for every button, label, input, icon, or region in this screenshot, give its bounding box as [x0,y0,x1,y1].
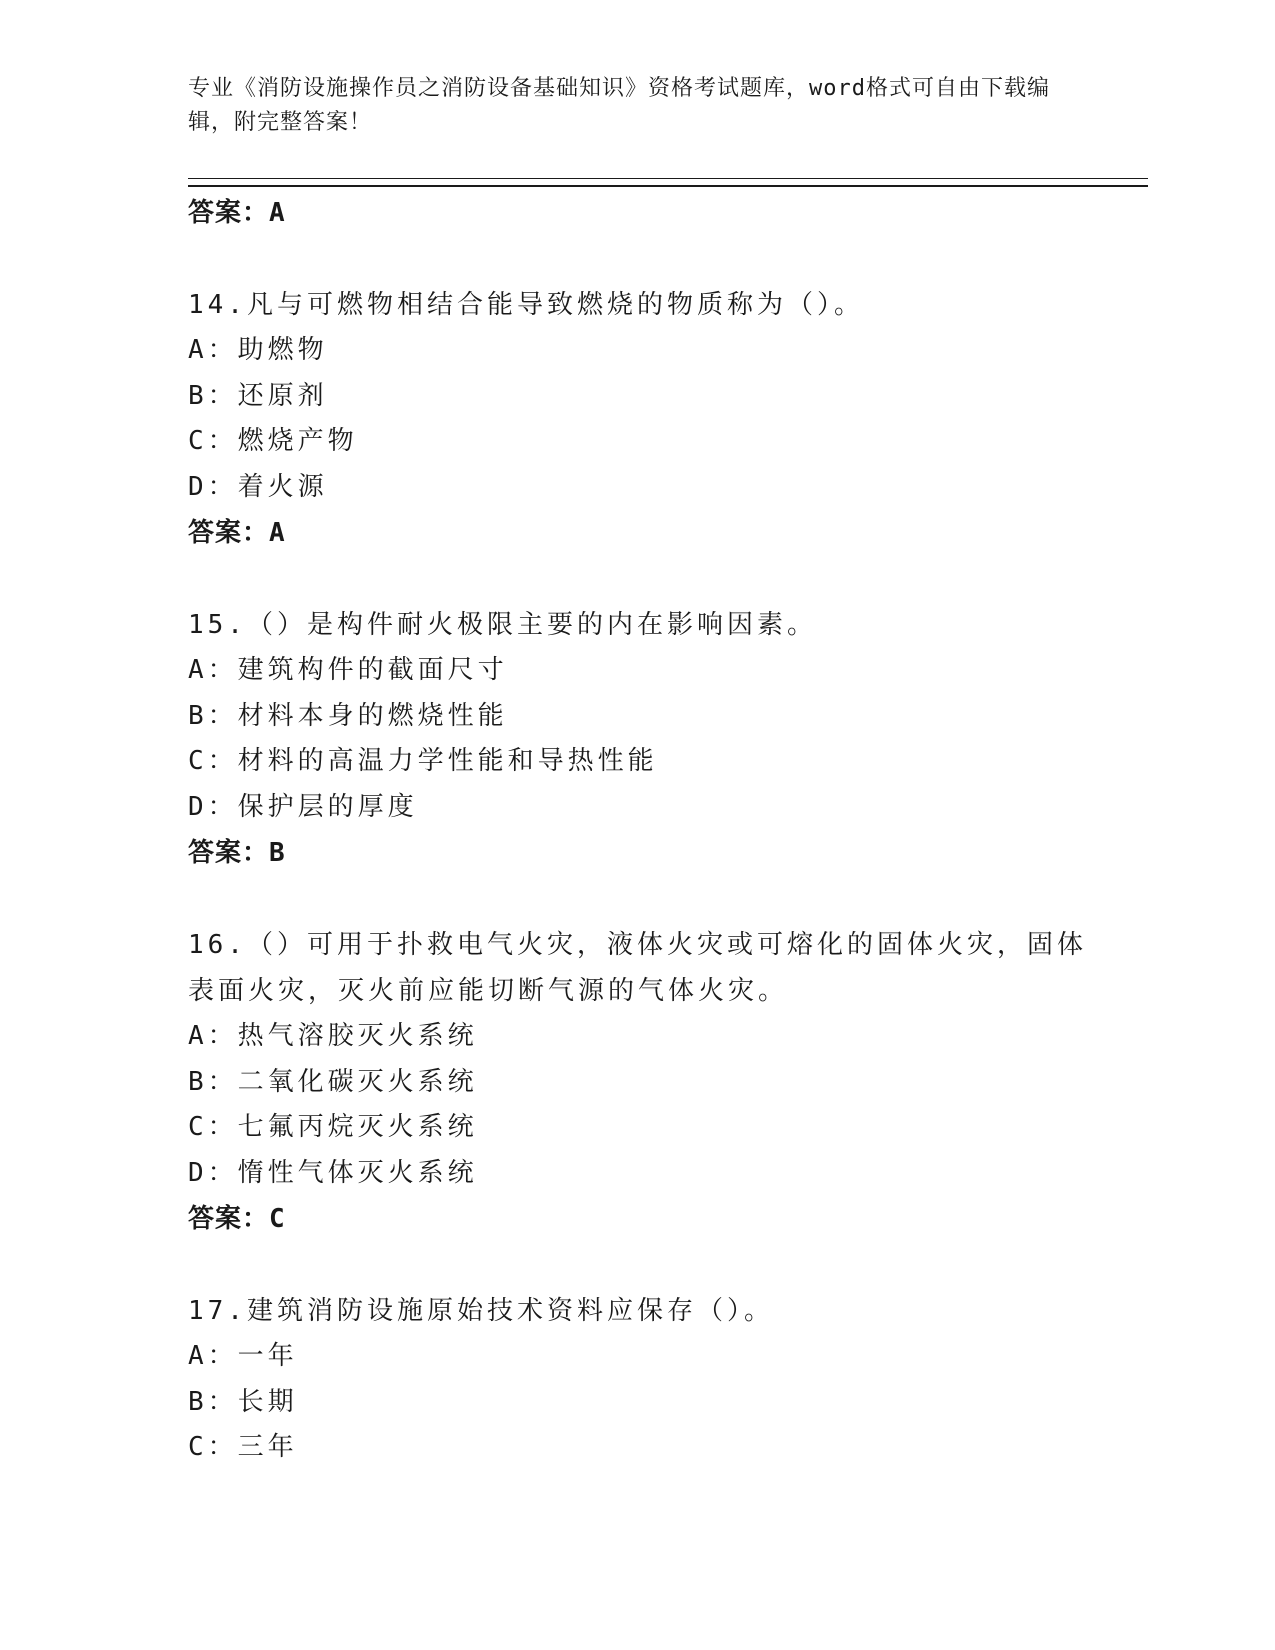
option-b: B：材料本身的燃烧性能 [188,700,508,731]
previous-answer: 答案：A [188,198,286,228]
option-a: A：助燃物 [188,335,328,365]
question-14 [188,282,1088,556]
question-16 [188,922,1088,1242]
question-stem: 14.凡与可燃物相结合能导致燃烧的物质称为（）。 [188,290,864,320]
option-a: A：热气溶胶灭火系统 [188,1021,478,1051]
option-c: C：三年 [188,1432,298,1462]
question-stem: 15.（）是构件耐火极限主要的内在影响因素。 [188,610,817,640]
option-c: C：七氟丙烷灭火系统 [188,1112,478,1142]
option-b: B：长期 [188,1386,298,1417]
question-stem: 17.建筑消防设施原始技术资料应保存（）。 [188,1296,774,1326]
answer-line: 答案：B [188,838,286,868]
answer-line: 答案：C [188,1204,286,1234]
option-b: B：还原剂 [188,380,328,411]
question-17 [188,1288,1088,1471]
option-d: D：保护层的厚度 [188,791,418,822]
option-b: B：二氧化碳灭火系统 [188,1066,478,1097]
question-15 [188,602,1088,876]
option-d: D：惰性气体灭火系统 [188,1157,478,1188]
option-d: D：着火源 [188,471,328,502]
question-list [188,190,1088,1471]
option-a: A：建筑构件的截面尺寸 [188,655,508,685]
option-a: A：一年 [188,1341,298,1371]
option-c: C：燃烧产物 [188,426,358,456]
answer-line: 答案：A [188,518,286,548]
question-stem: 16.（）可用于扑救电气火灾，液体火灾或可熔化的固体火灾，固体表面火灾，灭火前应能切断气源的气体火灾。 [188,930,1087,1006]
option-c: C：材料的高温力学性能和导热性能 [188,746,658,776]
document-header: 专业《消防设施操作员之消防设备基础知识》资格考试题库，word格式可自由下载编辑，附完整答案！ [188,76,1050,135]
header-divider [188,178,1148,187]
